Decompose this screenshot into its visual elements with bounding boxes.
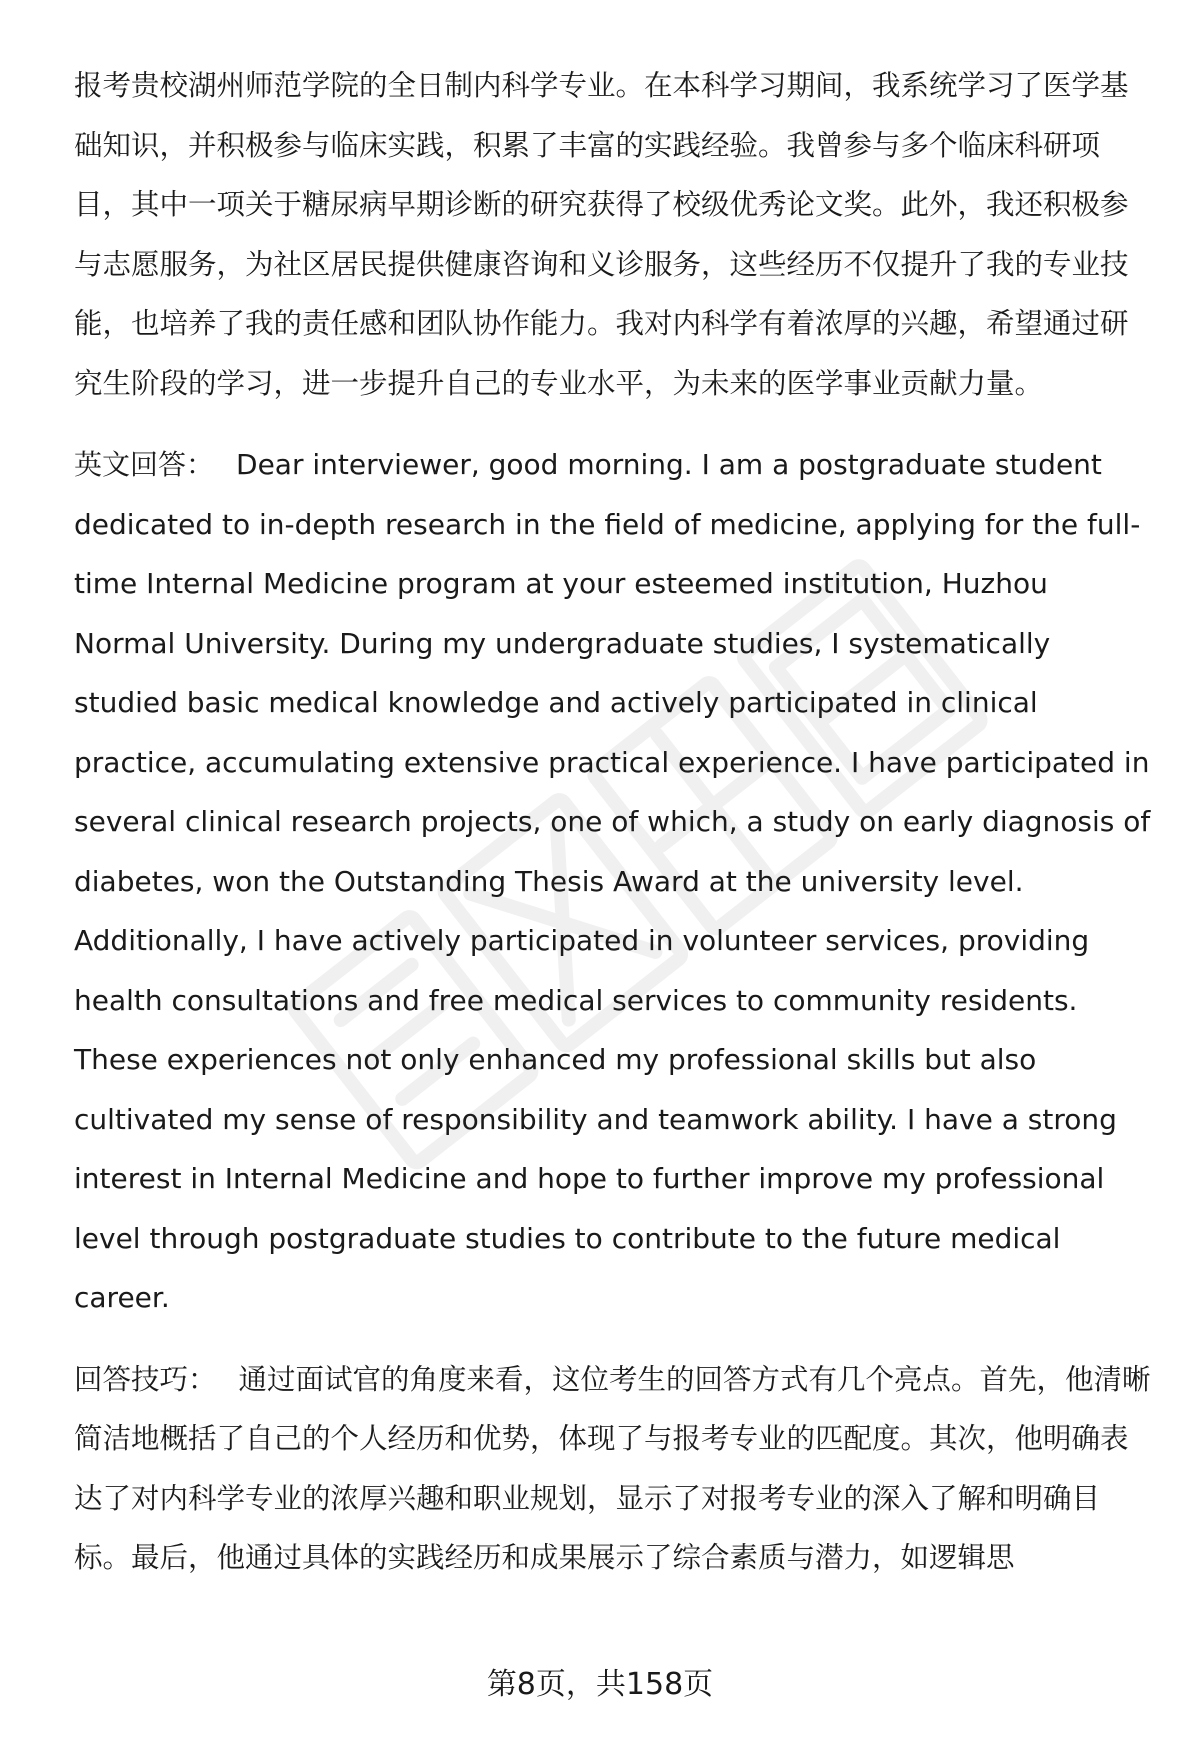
english-answer-label: 英文回答： (74, 448, 215, 481)
answer-tips-label: 回答技巧： (74, 1362, 217, 1396)
english-answer-paragraph (74, 435, 1154, 1328)
page-number-footer: 第8页，共158页 (486, 1667, 714, 1702)
answer-tips-paragraph (74, 1350, 1154, 1588)
chinese-answer-paragraph: 报考贵校湖州师范学院的全日制内科学专业。在本科学习期间，我系统学习了医学基础知识，并积极参与临床实践，积累了丰富的实践经验。我曾参与多个临床科研项目，其中一项关于糖尿病早期诊断的研究获得了校级优秀论文奖。此外，我还积极参与志愿服务，为社区居民提供健康咨询和义诊服务，这些经历不仅提升了我的专业技能，也培养了我的责任感和团队协作能力。我对内科学有着浓厚的兴趣，希望通过研究生阶段的学习，进一步提升自己的专业水平，为未来的医学事业贡献力量。 (74, 69, 1129, 400)
english-answer-text: Dear interviewer, good morning. I am a postgraduate student dedicated to in-depth research in the field of medicine, applying for the full-time Internal Medicine program at your esteemed institution, Huzhou Normal University. During my undergraduate studies, I systematically studied basic medical knowledge and actively participated in clinical practice, accumulating extensive practical experience. I have participated in several clinical research projects, one of which, a study on early diagnosis of diabetes, won the Outstanding Thesis Award at the university level. Additionally, I have actively participated in volunteer services, providing health consultations and free medical services to community residents. These experiences not only enhanced my professional skills but also cultivated my sense of responsibility and teamwork ability. I have a strong interest in Internal Medicine and hope to further improve my professional level through postgraduate studies to contribute to the future medical career. (74, 448, 1151, 1314)
answer-tips-text: 通过面试官的角度来看，这位考生的回答方式有几个亮点。首先，他清晰简洁地概括了自己的个人经历和优势，体现了与报考专业的匹配度。其次，他明确表达了对内科学专业的浓厚兴趣和职业规划，显示了对报考专业的深入了解和明确目标。最后，他通过具体的实践经历和成果展示了综合素质与潜力，如逻辑思 (74, 1362, 1151, 1574)
document-body (74, 56, 1154, 1588)
